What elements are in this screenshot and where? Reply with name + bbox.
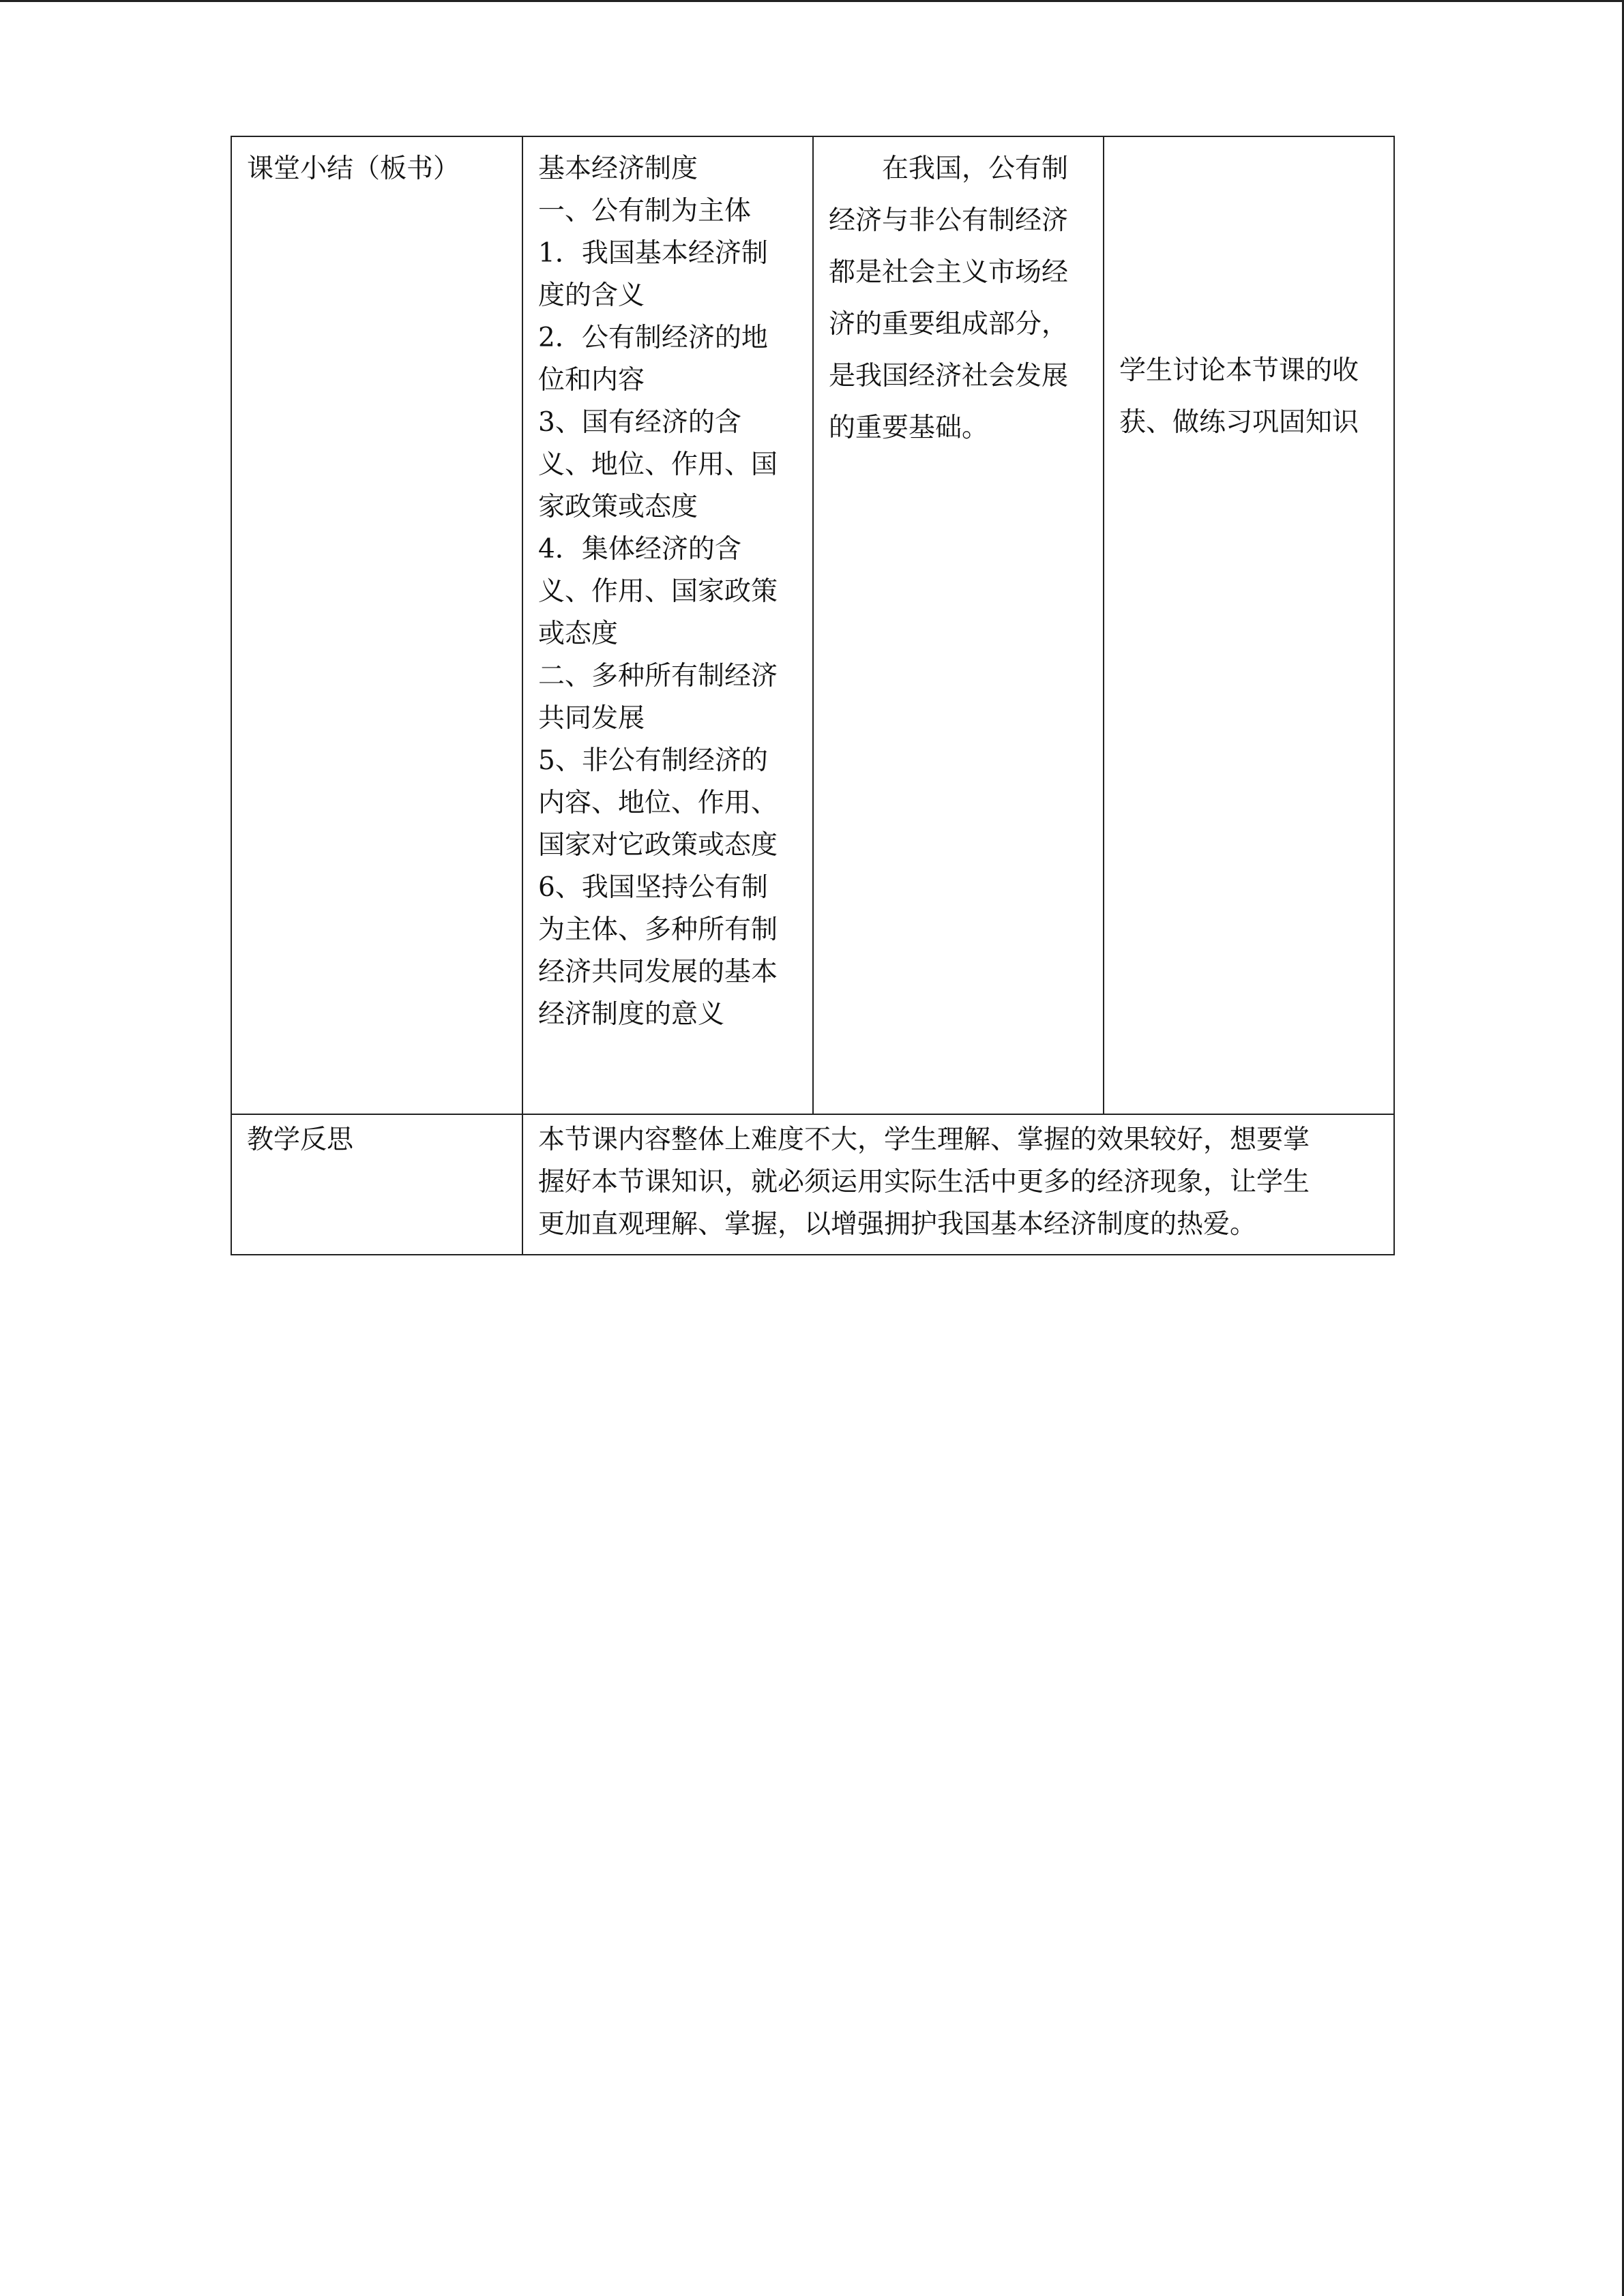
board-line: 经济制度的意义 [538,999,725,1030]
board-line: 共同发展 [538,703,645,734]
board-line: 3、国有经济的含 [538,407,741,438]
board-line: 二、多种所有制经济 [538,661,778,691]
board-line: 内容、地位、作用、 [538,788,778,818]
summary-row [231,136,1394,1114]
key-point-line: 济的重要组成部分， [829,309,1069,340]
board-notes-cell [522,136,813,1114]
board-line: 国家对它政策或态度 [538,830,778,861]
board-line: 经济共同发展的基本 [538,957,778,987]
summary-label: 课堂小结（板书） [247,153,460,184]
reflection-line: 更加直观理解、掌握，以增强拥护我国基本经济制度的热爱。 [538,1209,1257,1240]
reflection-line: 握好本节课知识，就必须运用实际生活中更多的经济现象，让学生 [538,1167,1310,1197]
reflection-text-cell [522,1114,1394,1255]
board-line: 4．集体经济的含 [538,534,741,565]
reflection-line: 本节课内容整体上难度不大，学生理解、掌握的效果较好，想要掌 [538,1124,1310,1155]
key-point-line: 是我国经济社会发展 [829,361,1069,391]
page-border-top [0,0,1624,2]
key-point-line: 都是社会主义市场经 [829,257,1069,288]
key-point-cell [813,136,1104,1114]
board-line: 6、我国坚持公有制 [538,872,768,903]
reflection-label-cell [231,1114,522,1255]
board-line: 1．我国基本经济制 [538,238,768,269]
activity-line: 获、做练习巩固知识 [1119,407,1359,438]
board-line: 或态度 [538,618,619,649]
board-line: 为主体、多种所有制 [538,914,778,945]
key-point-line: 的重要基础。 [829,413,989,443]
key-point-line: 经济与非公有制经济 [829,205,1069,236]
board-line: 2．公有制经济的地 [538,323,768,353]
key-point-line: 在我国，公有制 [882,153,1069,184]
board-line: 度的含义 [538,280,645,311]
board-line: 义、地位、作用、国 [538,449,778,480]
board-line: 义、作用、国家政策 [538,576,778,607]
reflection-row [231,1114,1394,1255]
lesson-plan-table [231,136,1395,1255]
reflection-label: 教学反思 [247,1124,354,1155]
board-line: 位和内容 [538,365,645,396]
activity-line: 学生讨论本节课的收 [1119,355,1359,386]
board-line: 家政策或态度 [538,492,698,522]
summary-label-cell [231,136,522,1114]
board-line: 一、公有制为主体 [538,196,752,226]
student-activity-cell [1104,136,1394,1114]
board-line: 5、非公有制经济的 [538,745,768,776]
board-line: 基本经济制度 [538,153,698,184]
